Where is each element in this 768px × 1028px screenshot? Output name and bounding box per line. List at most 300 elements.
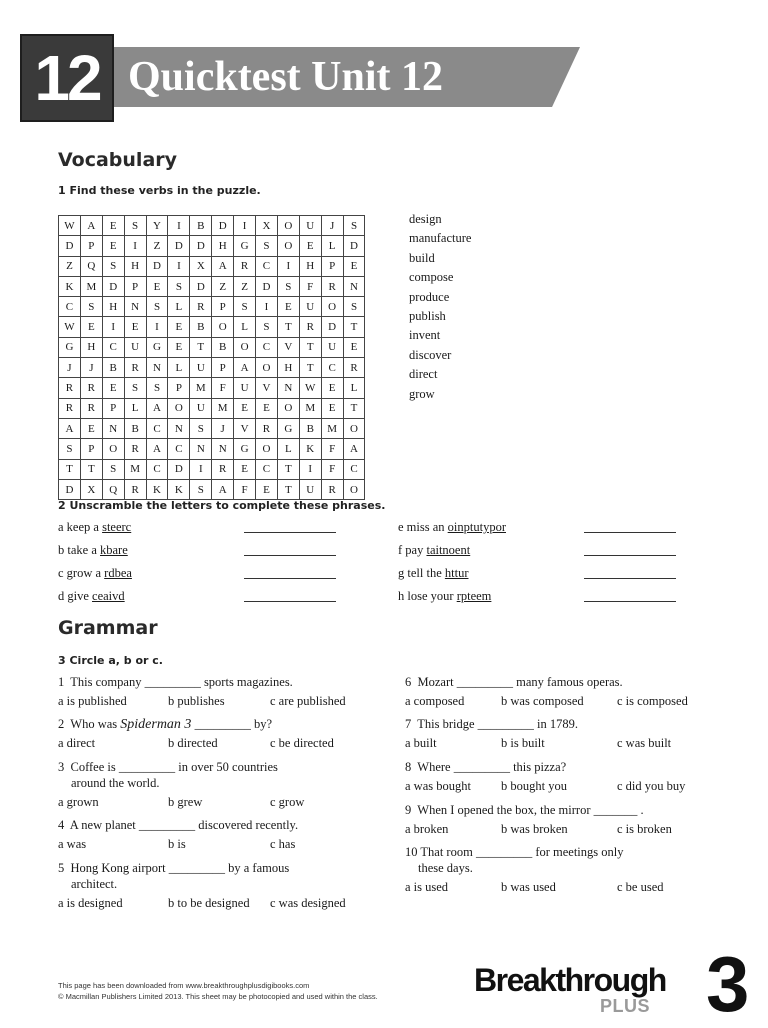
grid-cell[interactable]: E [343,256,365,276]
grid-cell[interactable]: E [343,337,365,357]
grid-cell[interactable]: E [124,317,146,337]
grid-cell[interactable]: C [102,337,124,357]
question-text: 4 A new planet _________ discovered recently. [58,818,299,832]
grid-cell[interactable]: Z [234,276,256,296]
grid-cell[interactable]: E [146,276,168,296]
question-text: 10 That room _________ for meetings only [405,845,624,859]
grid-cell[interactable]: L [321,236,343,256]
brand-logo-text: Breakthrough [474,962,666,998]
grid-cell[interactable]: A [146,439,168,459]
grid-cell[interactable]: N [212,439,234,459]
grid-row [59,276,365,296]
grid-cell[interactable]: A [343,439,365,459]
grid-cell[interactable]: D [168,459,190,479]
answer-option[interactable]: c did you buy [617,779,686,793]
grid-cell[interactable]: B [190,317,212,337]
grid-cell[interactable]: T [190,337,212,357]
answer-blank[interactable] [244,578,336,579]
grid-cell[interactable]: R [234,256,256,276]
grid-cell[interactable]: C [256,256,278,276]
grid-cell[interactable]: U [321,337,343,357]
grid-cell[interactable]: A [234,358,256,378]
grid-cell[interactable]: M [124,459,146,479]
grid-cell[interactable]: Q [102,479,124,499]
grid-cell[interactable]: F [234,479,256,499]
answer-option[interactable]: b was broken [501,822,568,836]
grid-cell[interactable]: N [190,439,212,459]
footer-line-2: © Macmillan Publishers Limited 2013. This sheet may be photocopied and used within the class. [58,992,378,1001]
grid-cell[interactable]: R [190,297,212,317]
grid-cell[interactable]: O [234,337,256,357]
grid-cell[interactable]: S [124,378,146,398]
grammar-question [58,860,289,892]
grid-cell[interactable]: R [299,317,321,337]
grid-cell[interactable]: A [212,479,234,499]
grid-cell[interactable]: M [321,418,343,438]
answer-blank[interactable] [584,555,676,556]
grid-cell[interactable]: U [234,378,256,398]
grid-cell[interactable]: E [102,378,124,398]
grid-cell[interactable]: E [277,297,299,317]
scrambled-word: rdbea [104,566,132,580]
answer-blank[interactable] [584,532,676,533]
grid-cell[interactable]: A [80,216,102,236]
answer-blank[interactable] [244,532,336,533]
grid-cell[interactable]: P [80,236,102,256]
grid-cell[interactable]: T [343,398,365,418]
answer-option[interactable]: a is published [58,694,127,708]
grid-cell[interactable]: O [277,236,299,256]
grid-cell[interactable]: P [124,276,146,296]
grid-cell[interactable]: P [80,439,102,459]
question-text: 6 Mozart _________ many famous operas. [405,675,623,689]
word-list-item: design [409,212,442,226]
grid-cell[interactable]: L [277,439,299,459]
answer-option[interactable]: a broken [405,822,449,836]
grid-cell[interactable]: F [321,439,343,459]
grid-cell[interactable]: H [212,236,234,256]
grid-cell[interactable]: H [277,358,299,378]
scrambled-word: rpteem [456,589,492,603]
grid-cell[interactable]: P [168,378,190,398]
grid-cell[interactable]: D [343,236,365,256]
answer-option[interactable]: a direct [58,736,96,750]
grid-cell[interactable]: A [146,398,168,418]
grid-cell[interactable]: S [168,276,190,296]
grid-cell[interactable]: T [299,337,321,357]
grid-cell[interactable]: R [59,378,81,398]
grid-cell[interactable]: G [59,337,81,357]
grid-cell[interactable]: E [321,378,343,398]
answer-option[interactable]: a was bought [405,779,471,793]
grid-cell[interactable]: E [234,459,256,479]
grid-cell[interactable]: C [168,439,190,459]
grid-cell[interactable]: J [321,216,343,236]
grid-cell[interactable]: D [168,236,190,256]
grid-cell[interactable]: U [124,337,146,357]
grid-row [59,439,365,459]
grid-cell[interactable]: H [124,256,146,276]
grid-cell[interactable]: J [80,358,102,378]
phrase-prefix: e miss an [398,520,448,534]
answer-option[interactable]: b grew [168,795,203,809]
grid-cell[interactable]: F [212,378,234,398]
grid-cell[interactable]: V [256,378,278,398]
grid-cell[interactable]: E [256,398,278,418]
question-text-continued: around the world. [71,776,160,790]
grid-cell[interactable]: S [146,297,168,317]
grid-cell[interactable]: B [212,337,234,357]
grid-cell[interactable]: N [146,358,168,378]
question-text: 2 Who was [58,717,121,731]
grid-cell[interactable]: D [59,236,81,256]
phrase-prefix: g tell the [398,566,445,580]
grid-cell[interactable]: E [102,236,124,256]
grid-cell[interactable]: R [212,459,234,479]
answer-option[interactable]: b publishes [168,694,225,708]
phrase-item [58,565,132,581]
grid-cell[interactable]: D [190,236,212,256]
grid-cell[interactable]: N [168,418,190,438]
answer-option[interactable]: c are published [270,694,346,708]
grid-cell[interactable]: E [299,236,321,256]
answer-option[interactable]: a composed [405,694,465,708]
answer-option[interactable]: a was [58,837,87,851]
grid-cell[interactable]: H [80,337,102,357]
grid-cell[interactable]: E [168,317,190,337]
answer-blank[interactable] [244,555,336,556]
grid-cell[interactable]: F [299,276,321,296]
phrase-item [58,519,131,535]
grid-cell[interactable]: X [190,256,212,276]
grid-cell[interactable]: N [124,297,146,317]
grid-cell[interactable]: S [124,216,146,236]
grid-cell[interactable]: A [59,418,81,438]
grid-cell[interactable]: B [124,418,146,438]
grid-cell[interactable]: O [256,439,278,459]
answer-option[interactable]: a built [405,736,437,750]
grid-cell[interactable]: R [256,418,278,438]
answer-option[interactable]: c is composed [617,694,688,708]
phrase-prefix: c grow a [58,566,105,580]
grid-cell[interactable]: E [168,337,190,357]
level-number: 3 [706,940,750,1028]
grid-cell[interactable]: C [59,297,81,317]
grid-cell[interactable]: E [102,216,124,236]
grid-cell[interactable]: R [80,398,102,418]
answer-option[interactable]: b to be designed [168,896,250,910]
answer-blank[interactable] [584,578,676,579]
grid-cell[interactable]: N [102,418,124,438]
answer-option[interactable]: a grown [58,795,99,809]
grid-row [59,398,365,418]
grid-cell[interactable]: S [59,439,81,459]
grid-cell[interactable]: O [321,297,343,317]
grid-cell[interactable]: I [277,256,299,276]
grammar-question [58,759,278,791]
answer-blank[interactable] [244,601,336,602]
grid-cell[interactable]: R [80,378,102,398]
grid-cell[interactable]: X [80,479,102,499]
grid-row [59,418,365,438]
grid-cell[interactable]: L [168,297,190,317]
grid-cell[interactable]: C [146,418,168,438]
grid-cell[interactable]: Y [146,216,168,236]
grid-cell[interactable]: R [321,479,343,499]
exercise-1-instruction: 1 Find these verbs in the puzzle. [58,184,261,197]
grid-cell[interactable]: G [277,418,299,438]
footer-line-1: This page has been downloaded from www.breakthroughplusdigibooks.com [58,981,310,990]
answer-option[interactable]: c was built [617,736,672,750]
answer-option[interactable]: b directed [168,736,218,750]
grammar-question [405,759,566,775]
grid-cell[interactable]: T [59,459,81,479]
brand-logo-sub: PLUS [600,996,651,1016]
grid-cell[interactable]: H [102,297,124,317]
grid-cell[interactable]: D [102,276,124,296]
grid-cell[interactable]: L [168,358,190,378]
grid-cell[interactable]: G [234,439,256,459]
scrambled-word: ceaivd [92,589,125,603]
grid-cell[interactable]: S [80,297,102,317]
grid-cell[interactable]: L [343,378,365,398]
grammar-question [405,716,578,732]
phrase-prefix: d give [58,589,93,603]
grid-cell[interactable]: R [343,358,365,378]
grid-cell[interactable]: C [321,358,343,378]
answer-option[interactable]: b was composed [501,694,584,708]
grammar-question [405,802,644,818]
grid-cell[interactable]: U [299,479,321,499]
grid-cell[interactable]: I [299,459,321,479]
grid-cell[interactable]: R [124,358,146,378]
scrambled-word: taitnoent [426,543,471,557]
grid-cell[interactable]: I [102,317,124,337]
question-text-continued: architect. [71,877,118,891]
grid-cell[interactable]: P [212,297,234,317]
answer-option[interactable]: b is [168,837,186,851]
grid-cell[interactable]: E [234,398,256,418]
grid-cell[interactable]: D [190,276,212,296]
grammar-question [405,844,624,876]
answer-option[interactable]: c be directed [270,736,334,750]
grid-cell[interactable]: R [124,479,146,499]
grid-cell[interactable]: S [256,236,278,256]
grid-cell[interactable]: B [102,358,124,378]
grid-cell[interactable]: T [299,358,321,378]
grid-cell[interactable]: O [212,317,234,337]
question-text: 3 Coffee is _________ in over 50 countries [58,760,278,774]
answer-option[interactable]: c has [270,837,296,851]
grid-cell[interactable]: S [146,378,168,398]
grid-cell[interactable]: N [343,276,365,296]
grid-cell[interactable]: N [277,378,299,398]
word-list-item: produce [409,289,450,304]
grid-cell[interactable]: R [59,398,81,418]
answer-option[interactable]: c is broken [617,822,672,836]
grid-cell[interactable]: S [102,459,124,479]
grid-cell[interactable]: U [299,216,321,236]
word-list [409,210,471,404]
grid-row [59,358,365,378]
grid-cell[interactable]: Q [80,256,102,276]
grid-cell[interactable]: C [256,337,278,357]
grid-cell[interactable]: S [343,297,365,317]
grid-cell[interactable]: I [256,297,278,317]
grid-cell[interactable]: V [234,418,256,438]
grid-cell[interactable]: K [59,276,81,296]
grid-row [59,317,365,337]
answer-option[interactable]: c was designed [270,896,346,910]
grid-cell[interactable]: S [256,317,278,337]
phrase-prefix: f pay [398,543,427,557]
grid-cell[interactable]: O [277,216,299,236]
answer-option[interactable]: c be used [617,880,664,894]
grid-cell[interactable]: X [256,216,278,236]
grid-cell[interactable]: D [256,276,278,296]
word-list-item: discover [409,347,452,362]
grid-cell[interactable]: J [212,418,234,438]
answer-option[interactable]: a is used [405,880,449,894]
grid-cell[interactable]: I [168,256,190,276]
grid-cell[interactable]: K [299,439,321,459]
grid-cell[interactable]: I [124,236,146,256]
grid-cell[interactable]: O [102,439,124,459]
answer-option[interactable]: c grow [270,795,305,809]
grid-cell[interactable]: D [212,216,234,236]
grid-cell[interactable]: M [212,398,234,418]
grid-cell[interactable]: W [59,216,81,236]
grid-cell[interactable]: P [212,358,234,378]
grid-cell[interactable]: Z [212,276,234,296]
grid-cell[interactable]: S [277,276,299,296]
grammar-question [58,674,293,690]
grid-cell[interactable]: I [146,317,168,337]
grid-cell[interactable]: S [102,256,124,276]
grid-cell[interactable]: S [190,479,212,499]
exercise-3-instruction: 3 Circle a, b or c. [58,654,163,667]
grid-cell[interactable]: Z [59,256,81,276]
word-search-grid [58,215,365,500]
grid-cell[interactable]: I [190,459,212,479]
word-list-item: invent [409,328,441,343]
grid-cell[interactable]: E [321,398,343,418]
grid-cell[interactable]: M [299,398,321,418]
word-list-item: grow [409,386,435,401]
grid-cell[interactable]: J [59,358,81,378]
scrambled-word: oinptutypor [447,520,506,534]
grid-cell[interactable]: P [321,256,343,276]
grid-cell[interactable]: W [299,378,321,398]
grid-cell[interactable]: D [321,317,343,337]
grid-cell[interactable]: B [190,216,212,236]
unit-number-badge: 12 [20,34,114,122]
phrase-item [398,542,470,558]
grid-cell[interactable]: U [190,358,212,378]
grid-cell[interactable]: O [168,398,190,418]
grid-cell[interactable]: A [212,256,234,276]
grid-cell[interactable]: R [124,439,146,459]
grid-row [59,236,365,256]
grid-cell[interactable]: U [190,398,212,418]
grid-cell[interactable]: L [234,317,256,337]
phrase-item [58,588,125,604]
phrase-prefix: h lose your [398,589,457,603]
grid-cell[interactable]: H [299,256,321,276]
grid-cell[interactable]: B [299,418,321,438]
grid-cell[interactable]: M [80,276,102,296]
scrambled-word: httur [444,566,469,580]
grid-cell[interactable]: Z [146,236,168,256]
question-text-rest: _________ by? [191,717,272,731]
grid-cell[interactable]: L [124,398,146,418]
grid-cell[interactable]: E [80,418,102,438]
grid-cell[interactable]: C [343,459,365,479]
grid-cell[interactable]: G [146,337,168,357]
grid-cell[interactable]: I [234,216,256,236]
grid-row [59,459,365,479]
word-list-item: build [409,250,435,265]
grid-cell[interactable]: C [256,459,278,479]
grid-cell[interactable]: O [256,358,278,378]
grid-cell[interactable]: I [168,216,190,236]
grid-cell[interactable]: E [256,479,278,499]
grid-row [59,337,365,357]
grid-cell[interactable]: C [146,459,168,479]
question-text: 1 This company _________ sports magazines. [58,675,293,689]
question-title-italic: Spiderman 3 [120,717,192,732]
grid-cell[interactable]: U [299,297,321,317]
answer-blank[interactable] [584,601,676,602]
grid-cell[interactable]: E [80,317,102,337]
grid-cell[interactable]: K [168,479,190,499]
grid-cell[interactable]: M [190,378,212,398]
grid-row [59,256,365,276]
answer-option[interactable]: a is designed [58,896,123,910]
grid-cell[interactable]: O [343,479,365,499]
grid-cell[interactable]: K [146,479,168,499]
grid-cell[interactable]: S [190,418,212,438]
grid-cell[interactable]: R [321,276,343,296]
grid-cell[interactable]: D [146,256,168,276]
page-title: Quicktest Unit 12 [128,54,443,100]
grammar-question [405,674,623,690]
grid-cell[interactable]: T [277,459,299,479]
grid-cell[interactable]: P [102,398,124,418]
grid-cell[interactable]: G [234,236,256,256]
grid-cell[interactable]: W [59,317,81,337]
answer-option[interactable]: b bought you [501,779,567,793]
grid-cell[interactable]: S [343,216,365,236]
grid-cell[interactable]: O [277,398,299,418]
grid-cell[interactable]: D [59,479,81,499]
scrambled-word: steerc [102,520,132,534]
vocabulary-heading: Vocabulary [58,149,178,171]
answer-option[interactable]: b is built [501,736,545,750]
grid-cell[interactable]: T [277,479,299,499]
grid-cell[interactable]: V [277,337,299,357]
phrase-item [398,565,468,581]
grid-cell[interactable]: T [80,459,102,479]
grid-cell[interactable]: O [343,418,365,438]
answer-option[interactable]: b was used [501,880,556,894]
grid-cell[interactable]: T [343,317,365,337]
grid-cell[interactable]: T [277,317,299,337]
grid-cell[interactable]: S [234,297,256,317]
scrambled-word: kbare [100,543,128,557]
grid-cell[interactable]: F [321,459,343,479]
grammar-question [58,716,272,733]
